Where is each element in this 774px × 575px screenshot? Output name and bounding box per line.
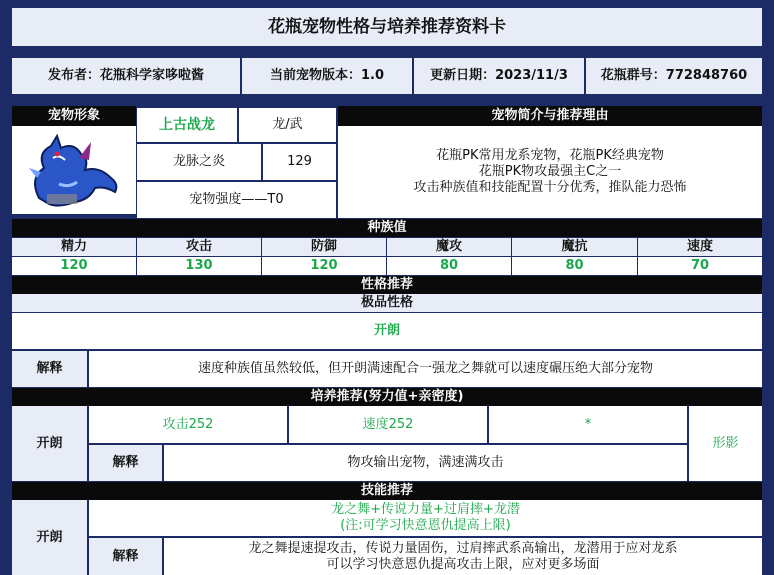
version-label: 当前宠物版本：1.0	[242, 58, 412, 94]
nature-value: 开朗	[12, 313, 762, 349]
intro-line: 花瓶PK常用龙系宠物，花瓶PK经典宠物	[436, 148, 664, 163]
nature-explain-label: 解释	[12, 351, 87, 387]
pet-intro-header: 宠物简介与推荐理由	[338, 106, 762, 126]
stat-value-magic-defense: 80	[512, 257, 637, 275]
stat-value-magic-attack: 80	[387, 257, 511, 275]
skills-explain-text	[164, 538, 762, 575]
stat-label-hp: 精力	[12, 238, 136, 256]
ev-other: *	[489, 406, 687, 443]
stat-label-attack: 攻击	[137, 238, 261, 256]
skills-explain-line: 可以学习快意恩仇提高攻击上限，应对更多场面	[326, 556, 600, 572]
intimacy-value: 形影	[689, 406, 762, 481]
pet-intro	[338, 126, 762, 218]
pet-name: 上古战龙	[137, 108, 237, 142]
update-date-label: 更新日期：2023/11/3	[414, 58, 584, 94]
pet-strength: 宠物强度——T0	[137, 182, 336, 218]
skills-explain-line: 龙之舞提速提攻击，传说力量固伤，过肩摔武系高输出，龙潜用于应对龙系	[248, 540, 678, 556]
pet-number: 129	[263, 144, 336, 180]
skill-set-line: 龙之舞+传说力量+过肩摔+龙潜	[331, 502, 520, 517]
training-explain-label: 解释	[89, 445, 162, 481]
card-title: 花瓶宠物性格与培养推荐资料卡	[12, 8, 762, 46]
publisher-label: 发布者：花瓶科学家哆啦酱	[12, 58, 240, 94]
training-header: 培养推荐(努力值+亲密度)	[12, 388, 762, 406]
stats-header: 种族值	[12, 219, 762, 237]
ev-speed: 速度252	[289, 406, 487, 443]
intro-line: 花瓶PK物攻最强主C之一	[478, 164, 622, 179]
stat-label-defense: 防御	[262, 238, 386, 256]
stat-label-magic-defense: 魔抗	[512, 238, 637, 256]
stat-value-defense: 120	[262, 257, 386, 275]
pet-image-header: 宠物形象	[12, 106, 136, 126]
pet-type: 龙/武	[239, 108, 336, 142]
pet-skill: 龙脉之炎	[137, 144, 261, 180]
skill-set	[89, 500, 762, 536]
stat-label-speed: 速度	[638, 238, 762, 256]
stat-value-hp: 120	[12, 257, 136, 275]
skill-set-note: (注:可学习快意恩仇提高上限)	[340, 518, 511, 533]
skills-explain-label: 解释	[89, 538, 162, 575]
ev-attack: 攻击252	[89, 406, 287, 443]
nature-subheader: 极品性格	[12, 294, 762, 312]
dragon-icon	[19, 128, 129, 212]
stat-value-speed: 70	[638, 257, 762, 275]
training-explain-text: 物攻输出宠物，满速满攻击	[164, 445, 687, 481]
intro-line: 攻击种族值和技能配置十分优秀，推队能力恐怖	[413, 180, 687, 195]
training-nature-label: 开朗	[12, 406, 87, 481]
nature-header: 性格推荐	[12, 276, 762, 294]
skills-nature-label: 开朗	[12, 500, 87, 575]
group-number-label: 花瓶群号：772848760	[586, 58, 762, 94]
pet-image	[12, 126, 136, 214]
stat-value-attack: 130	[137, 257, 261, 275]
nature-explain-text: 速度种族值虽然较低，但开朗满速配合一强龙之舞就可以速度碾压绝大部分宠物	[89, 351, 762, 387]
stat-label-magic-attack: 魔攻	[387, 238, 511, 256]
skills-header: 技能推荐	[12, 482, 762, 500]
